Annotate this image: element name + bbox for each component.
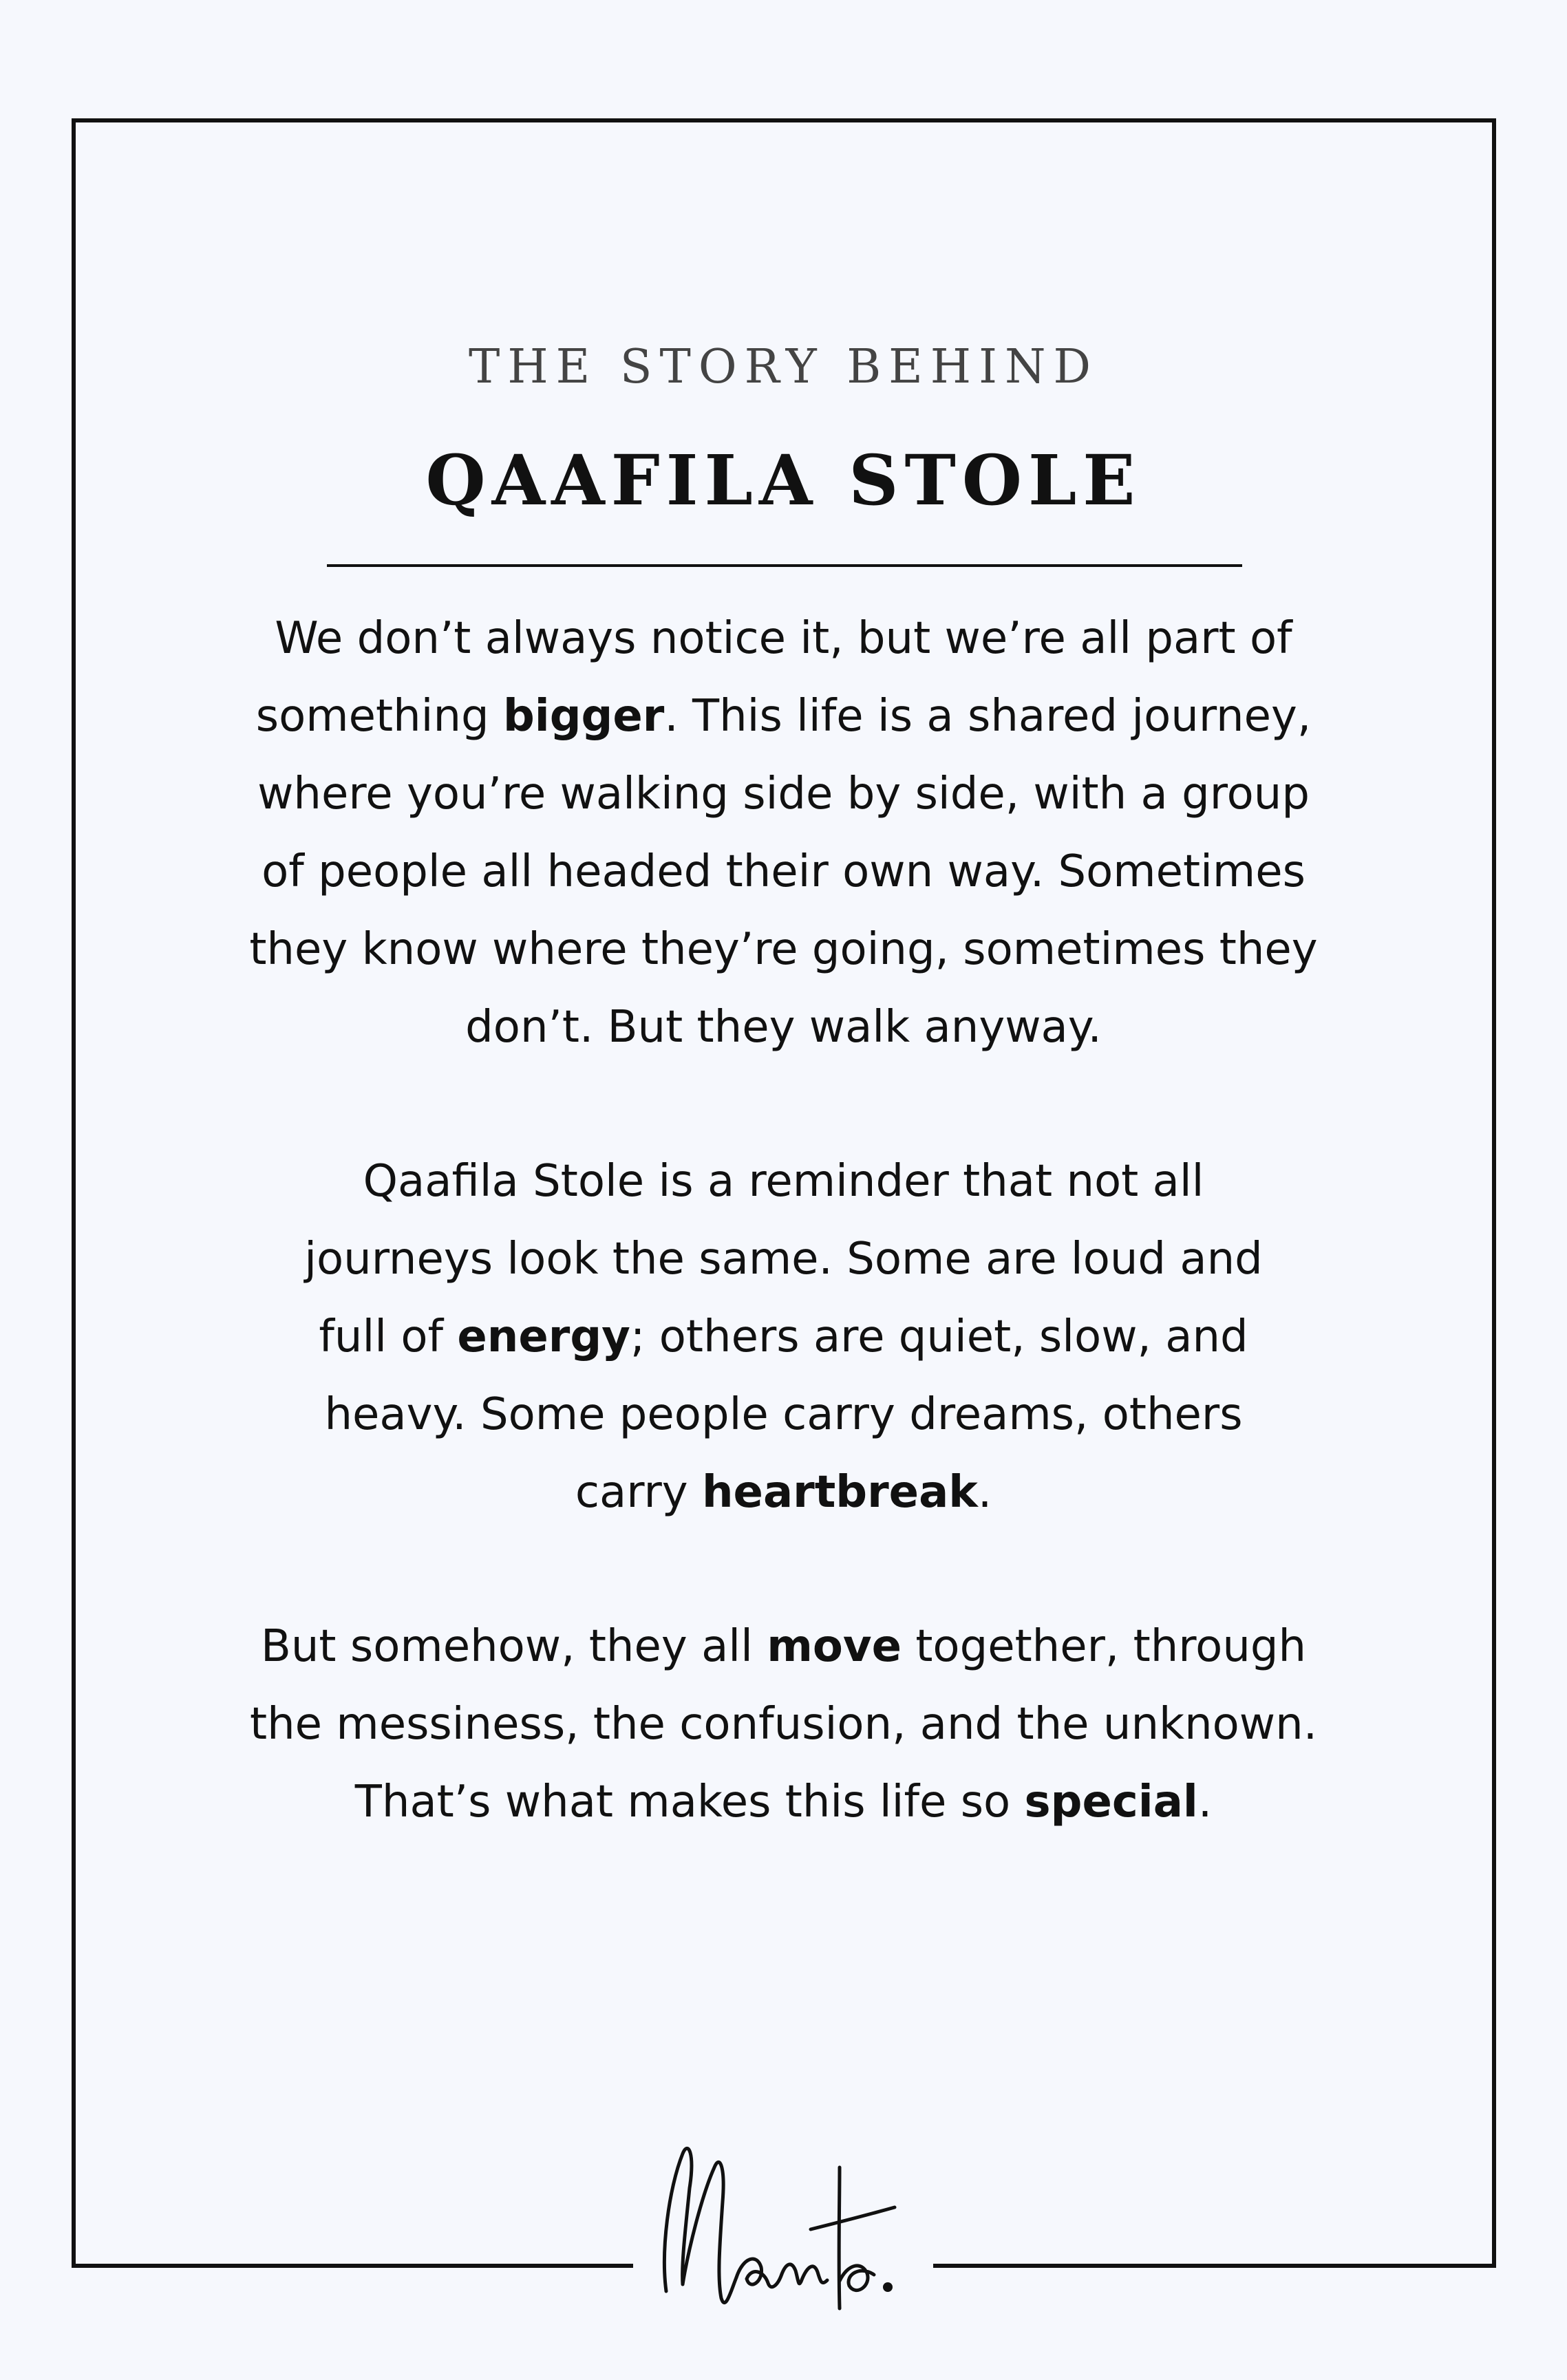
text-segment: ; others are quiet, slow, and	[630, 1311, 1248, 1362]
text-segment: something	[255, 691, 503, 742]
text-segment: together, through	[901, 1621, 1307, 1672]
text-segment: We don’t always notice it, but we’re all part of	[275, 613, 1292, 664]
emphasis-word: bigger	[502, 691, 665, 742]
text-line	[172, 1143, 1395, 1221]
frame-border-left	[72, 118, 76, 2268]
text-line	[172, 1376, 1395, 1454]
text-line	[172, 1686, 1395, 1763]
text-line	[172, 1454, 1395, 1532]
text-segment: don’t. But they walk anyway.	[465, 1002, 1102, 1053]
text-line	[172, 911, 1395, 989]
emphasis-word: special	[1024, 1777, 1198, 1827]
frame-border-bottom-right	[933, 2264, 1496, 2268]
story-paragraph-2	[172, 1143, 1395, 1532]
frame-border-top	[72, 118, 1496, 122]
signature-logo-icon	[633, 2126, 933, 2333]
text-line	[172, 678, 1395, 755]
text-segment: Qaafila Stole is a reminder that not all	[363, 1156, 1204, 1207]
text-segment: But somehow, they all	[260, 1621, 767, 1672]
text-line	[172, 1608, 1395, 1686]
frame-border-bottom-left	[72, 2264, 633, 2268]
story-paragraph-3	[172, 1608, 1395, 1841]
story-paragraph-1	[172, 600, 1395, 1066]
text-line	[172, 1221, 1395, 1298]
text-segment: of people all headed their own way. Sometimes	[262, 846, 1305, 897]
text-line	[172, 600, 1395, 678]
text-line	[172, 989, 1395, 1066]
emphasis-word: move	[767, 1621, 902, 1672]
title-divider	[327, 564, 1242, 567]
text-segment: full of	[319, 1311, 458, 1362]
text-line	[172, 833, 1395, 911]
text-line	[172, 1298, 1395, 1376]
text-segment: where you’re walking side by side, with a group	[257, 769, 1310, 819]
text-segment: heavy. Some people carry dreams, others	[324, 1389, 1243, 1440]
text-segment: the messiness, the confusion, and the unknown.	[249, 1699, 1318, 1750]
page-title: QAAFILA STOLE	[425, 440, 1142, 521]
emphasis-word: energy	[457, 1311, 630, 1362]
text-segment: they know where they’re going, sometimes they	[249, 924, 1318, 975]
frame-border-right	[1492, 118, 1496, 2268]
text-segment: journeys look the same. Some are loud and	[304, 1234, 1263, 1285]
text-segment: .	[977, 1467, 992, 1518]
text-line	[172, 755, 1395, 833]
story-kicker: THE STORY BEHIND	[468, 340, 1098, 394]
text-line	[172, 1763, 1395, 1841]
emphasis-word: heartbreak	[701, 1467, 978, 1518]
text-segment: That’s what makes this life so	[354, 1777, 1025, 1827]
text-segment: .	[1197, 1777, 1213, 1827]
text-segment: carry	[575, 1467, 702, 1518]
text-segment: . This life is a shared journey,	[664, 691, 1312, 742]
